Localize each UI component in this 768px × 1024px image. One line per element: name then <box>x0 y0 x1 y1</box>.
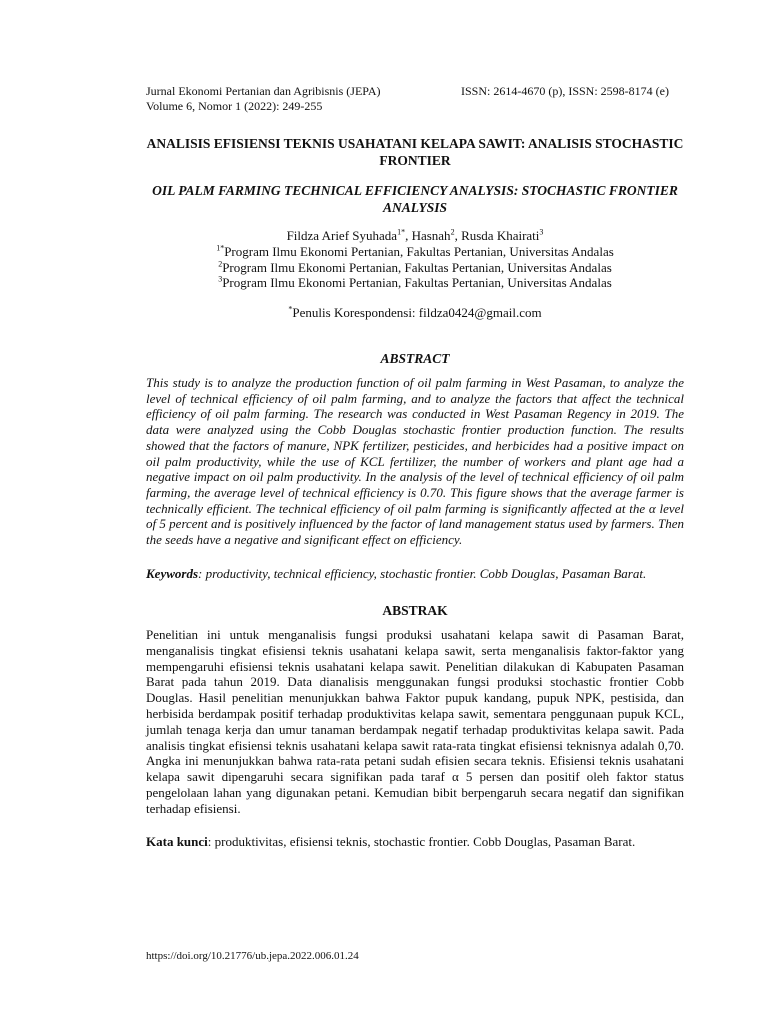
abstrak-heading: ABSTRAK <box>382 603 448 618</box>
affiliation-2-text: Program Ilmu Ekonomi Pertanian, Fakultas Pertanian, Universitas Andalas <box>222 259 612 275</box>
keywords-text: : productivity, technical efficiency, stochastic frontier. Cobb Douglas, Pasaman Barat. <box>198 566 647 581</box>
correspondence <box>146 305 684 321</box>
author-2: , Hasnah <box>405 228 451 243</box>
affiliation-2 <box>146 260 684 276</box>
author-3: , Rusda Khairati <box>454 228 540 243</box>
affiliation-3-sup: 3 <box>218 274 223 284</box>
doi-link[interactable]: https://doi.org/10.21776/ub.jepa.2022.006.01.24 <box>146 950 359 962</box>
author-2-sup: 2 <box>450 227 455 237</box>
kata-kunci <box>146 834 684 850</box>
author-1-sup: 1* <box>397 227 406 237</box>
correspondence-sup: * <box>288 304 293 314</box>
keywords-label: Keywords <box>146 566 198 581</box>
kata-kunci-text: : produktivitas, efisiensi teknis, stochastic frontier. Cobb Douglas, Pasaman Barat. <box>207 834 636 849</box>
kata-kunci-label: Kata kunci <box>146 834 208 849</box>
affiliation-1 <box>146 244 684 260</box>
keywords <box>146 566 684 582</box>
author-line <box>146 228 684 244</box>
journal-name: Jurnal Ekonomi Pertanian dan Agribisnis (JEPA) <box>146 84 381 98</box>
abstract-heading: ABSTRACT <box>380 351 450 366</box>
author-1: Fildza Arief Syuhada <box>286 228 398 243</box>
author-3-sup: 3 <box>539 227 544 237</box>
paper-title-id: ANALISIS EFISIENSI TEKNIS USAHATANI KELAPA SAWIT: ANALISIS STOCHASTIC FRONTIER <box>146 136 684 168</box>
abstrak-text: Penelitian ini untuk menganalisis fungsi produksi usahatani kelapa sawit di Pasaman Barat, menganalisis tingkat efisiensi teknis usahatani kelapa sawit, serta menganalisis faktor-faktor yang mempengaruhi efisiensi teknis usahatani kelapa sawit. Penelitian dilakukan di Kabupaten Pasaman Barat pada tahun 2019. Data dianalisis menggunakan fungsi produksi stochastic frontier Cobb Douglas. Hasil penelitian menunjukkan bahwa Faktor pupuk kandang, pupuk NPK, pestisida, dan herbisida berdampak positif terhadap produktivitas kelapa sawit, sementara penggunaan pupuk KCL, jumlah tenaga kerja dan umur tanaman berdampak negatif terhadap produktivitas kelapa sawit. Pada analisis tingkat efisiensi teknis usahatani kelapa sawit rata-rata tingkat efisiensi teknisnya adalah 0,70. Angka ini menunjukkan bahwa rata-rata petani sudah efisien secara teknis. Efisiensi teknis usahatani kelapa sawit dipengaruhi secara signifikan pada taraf α 5 persen dan positif oleh faktor status pengelolaan lahan yang digunakan petani. Kemudian bibit berpengaruh secara negatif dan signifikan terhadap efisiensi. <box>146 627 684 816</box>
author-block <box>146 228 684 291</box>
abstract-text: This study is to analyze the production function of oil palm farming in West Pasaman, to analyze the level of technical efficiency of oil palm farming, and to analyze the factors that affect the technical efficiency of oil palm farming. The research was conducted in West Pasaman Regency in 2019. The data were analyzed using the Cobb Douglas stochastic frontier production function. The results showed that the factors of manure, NPK fertilizer, pesticides, and herbicides had a positive impact on oil palm productivity, while the use of KCL fertilizer, the number of workers and plant age had a negative impact on oil palm productivity. In the analysis of the level of technical efficiency of oil palm farming, the average level of technical efficiency is 0.70. This figure shows that the average farmer is technically efficient. The technical efficiency of oil palm farming is significantly affected at the α level of 5 percent and is positively influenced by the factor of land management status used by farmers. Then the seeds have a negative and significant effect on efficiency. <box>146 375 684 548</box>
affiliation-3 <box>146 275 684 291</box>
journal-header <box>146 84 381 114</box>
affiliation-2-sup: 2 <box>218 259 223 269</box>
affiliation-1-text: Program Ilmu Ekonomi Pertanian, Fakultas Pertanian, Universitas Andalas <box>224 244 614 259</box>
affiliation-1-sup: 1* <box>216 243 225 253</box>
paper-title-en: OIL PALM FARMING TECHNICAL EFFICIENCY ANALYSIS: STOCHASTIC FRONTIER ANALYSIS <box>152 183 678 215</box>
correspondence-text: Penulis Korespondensi: fildza0424@gmail.com <box>292 305 542 320</box>
journal-issn: ISSN: 2614-4670 (p), ISSN: 2598-8174 (e) <box>461 84 669 98</box>
journal-volume: Volume 6, Nomor 1 (2022): 249-255 <box>146 99 323 113</box>
affiliation-3-text: Program Ilmu Ekonomi Pertanian, Fakultas Pertanian, Universitas Andalas <box>222 275 612 290</box>
